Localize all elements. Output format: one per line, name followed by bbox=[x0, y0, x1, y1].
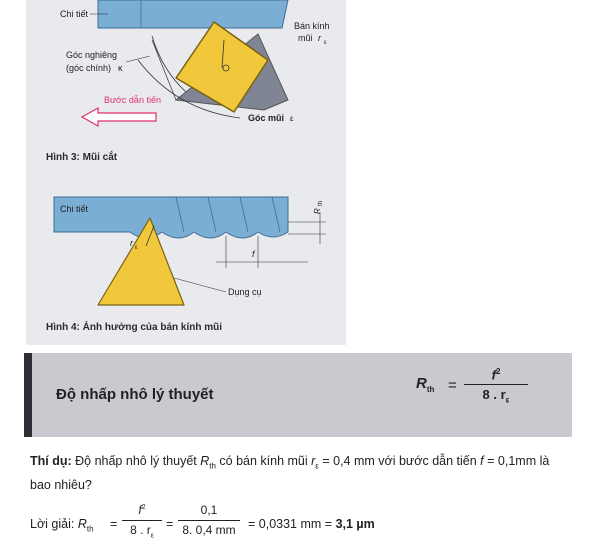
formula-title: Độ nhấp nhô lý thuyết bbox=[56, 386, 214, 403]
solution-num1 bbox=[138, 503, 145, 517]
feed-label: Bước dẫn tiến bbox=[104, 95, 161, 105]
roughness-label: R bbox=[313, 208, 322, 214]
figure4-caption: Hình 4: Ảnh hưởng của bán kính mũi bbox=[46, 322, 223, 333]
nose-radius-sub: ε bbox=[324, 40, 327, 46]
angle-reference-line bbox=[152, 40, 176, 100]
example-paragraph bbox=[30, 452, 550, 495]
nose-radius-symbol: r bbox=[318, 33, 321, 43]
formula-equals: = bbox=[448, 377, 457, 394]
formula-denominator bbox=[464, 387, 528, 405]
solution-den2: 8. 0,4 mm bbox=[182, 523, 236, 537]
nose-radius-label: Bán kính bbox=[294, 21, 330, 31]
solution-den1-sub: ε bbox=[150, 532, 154, 540]
workpiece-label: Chi tiết bbox=[60, 9, 89, 19]
fraction-bar bbox=[464, 384, 528, 385]
figure-panel bbox=[26, 0, 346, 345]
angle-symbol: κ bbox=[118, 63, 123, 73]
solution-r-sub: th bbox=[86, 524, 94, 534]
solution-lead-text: Lời giải: bbox=[30, 517, 78, 531]
fraction-bar bbox=[178, 520, 240, 521]
figure3-caption: Hình 3: Mũi cắt bbox=[46, 152, 118, 163]
formula-numerator-sup: 2 bbox=[495, 367, 501, 376]
formula-lhs bbox=[416, 375, 434, 394]
tool-radius-label: r bbox=[130, 238, 133, 248]
tool-radius-sub: ε bbox=[135, 245, 138, 251]
solution-result bbox=[248, 517, 375, 531]
solution-r: R bbox=[77, 517, 87, 531]
example-re: r bbox=[311, 454, 316, 468]
example-text-3: = 0,4 mm với bước dẫn tiến bbox=[318, 454, 481, 468]
example-text-4: = 0,1mm là bao nhiêu? bbox=[30, 454, 550, 492]
solution-num2: 0,1 bbox=[200, 503, 218, 517]
example-r-sub: th bbox=[209, 461, 216, 471]
nose-angle-symbol: ε bbox=[290, 114, 294, 123]
feed-dim-label: f bbox=[252, 249, 255, 259]
formula-lhs-symbol: R bbox=[416, 375, 427, 392]
solution-answer: 3,1 µm bbox=[335, 517, 375, 531]
solution-rest: = 0,0331 mm = bbox=[248, 517, 336, 531]
solution-num1-symbol: f bbox=[138, 503, 142, 517]
solution-fraction-2 bbox=[178, 503, 240, 537]
solution-line bbox=[30, 503, 570, 547]
approach-angle-arc bbox=[152, 36, 186, 92]
solution-eq1: = bbox=[110, 517, 118, 531]
solution-den1 bbox=[130, 523, 154, 540]
workpiece-shape bbox=[98, 0, 288, 28]
nose-radius-label-2: mũi bbox=[298, 33, 313, 43]
solution-fraction-1 bbox=[122, 503, 162, 539]
solution-num1-sup: 2 bbox=[141, 504, 146, 511]
formula-box bbox=[24, 353, 572, 437]
formula-denominator-text: 8 . r bbox=[482, 387, 506, 403]
solution-den1-text: 8 . r bbox=[130, 523, 151, 537]
fraction-bar bbox=[122, 520, 162, 521]
tool-label: Dụng cụ bbox=[228, 287, 262, 297]
formula-denominator-sub: ε bbox=[505, 395, 510, 405]
formula-numerator-symbol: f bbox=[491, 367, 496, 383]
example-f: f bbox=[480, 454, 484, 468]
workpiece-label-fig4: Chi tiết bbox=[60, 204, 89, 214]
example-r: R bbox=[200, 454, 210, 468]
formula-lhs-sub: th bbox=[426, 385, 435, 394]
example-text-1: Độ nhấp nhô lý thuyết bbox=[71, 454, 201, 468]
angle-leader bbox=[126, 56, 150, 62]
nose-angle-label: Góc mũi bbox=[248, 113, 285, 123]
workpiece-profile bbox=[54, 197, 288, 238]
solution-lead bbox=[30, 517, 94, 534]
cutting-figures bbox=[26, 0, 346, 345]
roughness-label-sub: th bbox=[318, 200, 324, 206]
angle-label-2: (góc chính) bbox=[66, 63, 112, 73]
formula-fraction bbox=[464, 367, 528, 405]
example-text-2: có bán kính mũi bbox=[215, 454, 312, 468]
example-lead: Thí dụ: bbox=[30, 454, 72, 468]
example-re-sub: ε bbox=[315, 461, 319, 471]
angle-label: Góc nghiêng bbox=[66, 50, 118, 60]
tool-leader bbox=[174, 278, 226, 292]
solution-eq2: = bbox=[166, 517, 174, 531]
formula-numerator bbox=[464, 367, 528, 382]
feed-arrow bbox=[82, 108, 156, 126]
